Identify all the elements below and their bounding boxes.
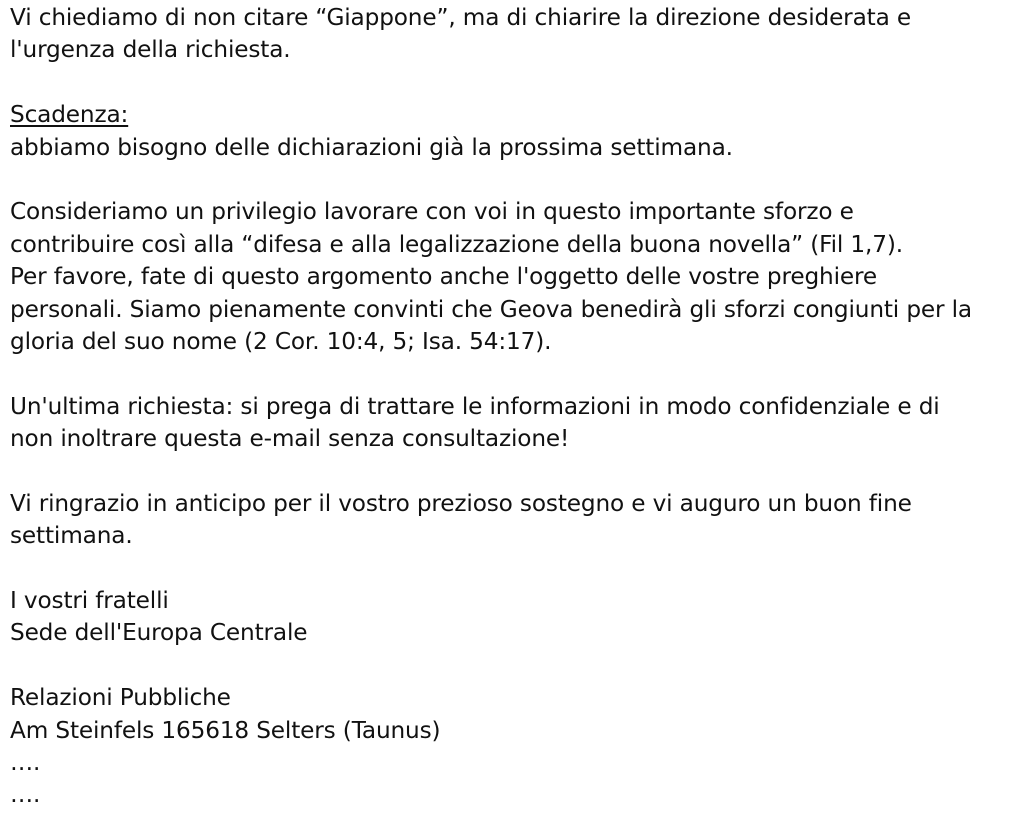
text-line: contribuire così alla “difesa e alla legalizzazione della buona novella” (Fil 1,7). [10, 230, 903, 258]
text-line: personali. Siamo pienamente convinti che Geova benedirà gli sforzi congiunti per la [10, 295, 972, 323]
spacer [10, 67, 1015, 99]
text-line: Vi ringrazio in anticipo per il vostro prezioso sostegno e vi auguro un buon fine [10, 489, 912, 517]
text-line: settimana. [10, 522, 133, 550]
signature-closing: I vostri fratelli [10, 587, 169, 615]
signature-block [10, 585, 1015, 650]
spacer [10, 553, 1015, 585]
paragraph-direction-request [10, 2, 1015, 67]
email-body [10, 2, 1015, 812]
paragraph-thanks [10, 488, 1015, 553]
text-line: non inoltrare questa e-mail senza consultazione! [10, 425, 570, 453]
text-line: Vi chiediamo di non citare “Giappone”, ma di chiarire la direzione desiderata e [10, 4, 911, 31]
ellipsis: …. [10, 781, 41, 809]
spacer [10, 455, 1015, 487]
text-line: l'urgenza della richiesta. [10, 36, 291, 64]
contact-department: Relazioni Pubbliche [10, 684, 231, 712]
spacer [10, 358, 1015, 390]
contact-block [10, 682, 1015, 812]
paragraph-privilege [10, 196, 1015, 358]
paragraph-confidential [10, 391, 1015, 456]
contact-address: Am Steinfels 165618 Selters (Taunus) [10, 716, 441, 744]
text-line: gloria del suo nome (2 Cor. 10:4, 5; Isa. 54:17). [10, 327, 552, 355]
text-line: Consideriamo un privilegio lavorare con voi in questo importante sforzo e [10, 198, 854, 226]
text-line: Un'ultima richiesta: si prega di trattare le informazioni in modo confidenziale e di [10, 392, 940, 420]
signature-office: Sede dell'Europa Centrale [10, 619, 308, 647]
deadline-text: abbiamo bisogno delle dichiarazioni già la prossima settimana. [10, 133, 733, 161]
deadline-heading: Scadenza: [10, 101, 129, 129]
spacer [10, 164, 1015, 196]
spacer [10, 650, 1015, 682]
ellipsis: …. [10, 748, 41, 776]
deadline-section [10, 99, 1015, 164]
text-line: Per favore, fate di questo argomento anche l'oggetto delle vostre preghiere [10, 263, 877, 291]
